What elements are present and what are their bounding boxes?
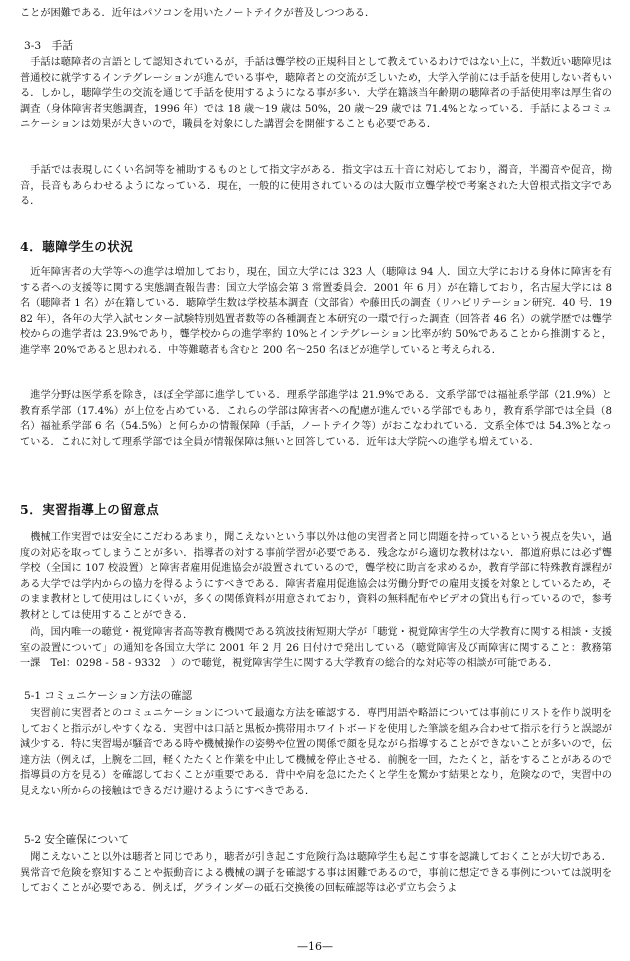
section-3-3-paragraph-2: 手話では表現しにくい名詞等を補助するものとして指文字がある．指文字は五十音に対応しており，濁音，半濁音や促音，拗音，長音もあらわせるようになっている．現在，一般的に使用されているのは大阪市立聾学校で考案された大曽根式指文字である． bbox=[20, 165, 612, 207]
section-4-heading: 4．聴障学生の状況 bbox=[20, 239, 134, 254]
section-3-3-paragraph-1: 手話は聴障者の言語として認知されているが，手話は聾学校の正規科目として教えているわけではない上に，半数近い聴障児は普通校に就学するインテグレーションが進んでいる事や，聴障者との交流が乏しいため，大学入学前には手話を使用しない者もいる．しかし，聴障学生の交流を通じて手話を使用するようになる事が多い．大学在籍該当年齢期の聴障者の手話使用率は厚生省の調査（身体障害者実態調査，1996 年）では 18 歳〜19 歳は 50%，20 歳〜29 歳では 71.4%となっている．手話によるコミュニケーションは効果が大きいので，職員を対象にした講習会を開催することも必要である． bbox=[20, 57, 612, 130]
section-5-paragraph-1: 機械工作実習では安全にこだわるあまり，聞こえないという事以外は他の実習者と同じ問題を持っているという視点を失い，過度の対応を取ってしまうことが多い．指導者の対する事前学習が必要である．残念ながら適切な教材はない．都道府県には必ず聾学校（全国に 107 校設置）と障害者雇用促進協会が設置されているので，聾学校に助言を求めるか，教育学部に特殊教育課程がある大学では学内からの協力を得るようにすべきである．障害者雇用促進協会は労働分野での雇用支援を対象としているため，そのまま教材として使用はしにくいが，多くの関係資料が用意されており，資料の無料配布やビデオの貸出も行っているので，参考教材としては使用することができる． bbox=[20, 532, 612, 621]
section-5-1-paragraph-1: 実習前に実習者とのコミュニケーションについて最適な方法を確認する．専門用語や略語については事前にリストを作り説明をしておくと指示がしやすくなる．実習中は口話と黒板か携帯用ホワイトボードを使用した筆談を組み合わせて指示を行うと誤認が減少する．特に実習場が騒音である時や機械操作の姿勢や位置の関係で顔を見ながら指導することができないことが多いので，伝達方法（例えば，上腕を二回，軽くたたくと作業を中止して機械を停止させる．前腕を一回，たたくと，話をすることがあるので指導員の方を見る）を確認しておくことが重要である．背中や肩を急にたたくと学生を驚かす結果となり，危険なので，実習中の見えない所からの接触はできるだけ避けるようにすべきである． bbox=[20, 708, 612, 797]
section-4-paragraph-1: 近年障害者の大学等への進学は増加しており，現在，国立大学には 323 人（聴障は 94 人．国立大学における身体に障害を有する者への支援等に関する実態調査報告書：国立大学協会第 3 常置委員会．2001 年 6 月）が在籍しており，名古屋大学には 8 名（聴障者 1 名）が在籍している．聴障学生数は学校基本調査（文部省）や藤田氏の調査（リハビリテーション研究．40 号．1982 年），各年の大学入試センター試験特別処置者数等の各種調査と本研究の一環で行った調査（回答者 46 名）の就学歴では聾学校からの進学者は 23.9%であり，聾学校からの進学率約 10%とインテグレーション比率が約 50%であることから推測すると，進学率 20%であると思われる．中等難聴者も含むと 200 名〜250 名ほどが進学していると考えられる． bbox=[20, 267, 612, 356]
section-5-1-heading: 5-1 コミュニケーション方法の確認 bbox=[24, 690, 193, 702]
section-5-heading: 5．実習指導上の留意点 bbox=[20, 502, 160, 517]
section-3-3-heading: 3-3 手話 bbox=[24, 40, 73, 52]
section-5-2-heading: 5-2 安全確保について bbox=[24, 834, 129, 846]
section-5-paragraph-2: 尚，国内唯一の聴覚・視覚障害者高等教育機関である筑波技術短期大学が「聴覚・視覚障害学生の大学教育に関する相談・支援室の設置について」の通知を各国立大学に 2001 年 2 月 26 日付けで発出している（聴覚障害及び両障害に関すること：教務第一課 Tel：0298 - 58 - 9332 ）ので聴覚，視覚障害学生に関する大学教育の総合的な対応等の相談が可能である． bbox=[20, 627, 612, 669]
section-4-paragraph-2: 進学分野は医学系を除き，ほぼ全学部に進学している．理系学部進学は 21.9%である．文系学部では福祉系学部（21.9%）と教育系学部（17.4%）が上位を占めている．これらの学部は障害者への配慮が進んでいる学部でもあり，教育系学部では全員（8 名）福祉系学部 6 名（54.5%）と何らかの情報保障（手話，ノートテイク等）がおこなわれている．文系全体では 54.3%となっている．これに対して理系学部では全員が情報保障は無いと回答している．近年は大学院への進学も増えている． bbox=[20, 390, 612, 448]
page-number: —16— bbox=[297, 940, 333, 953]
intro-tail-text: ことが困難である．近年はパソコンを用いたノートテイクが普及しつつある． bbox=[20, 8, 376, 19]
section-5-2-paragraph-1: 聞こえないこと以外は聴者と同じであり，聴者が引き起こす危険行為は聴障学生も起こす事を認識しておくことが大切である．異常音で危険を察知することや振動音による機械の調子を確認する事は困難であるので，事前に想定できる事例については説明をしておくことが必要である．例えば，グラインダーの砥石交換後の回転確認等は必ず立ち会うよ bbox=[20, 852, 612, 894]
